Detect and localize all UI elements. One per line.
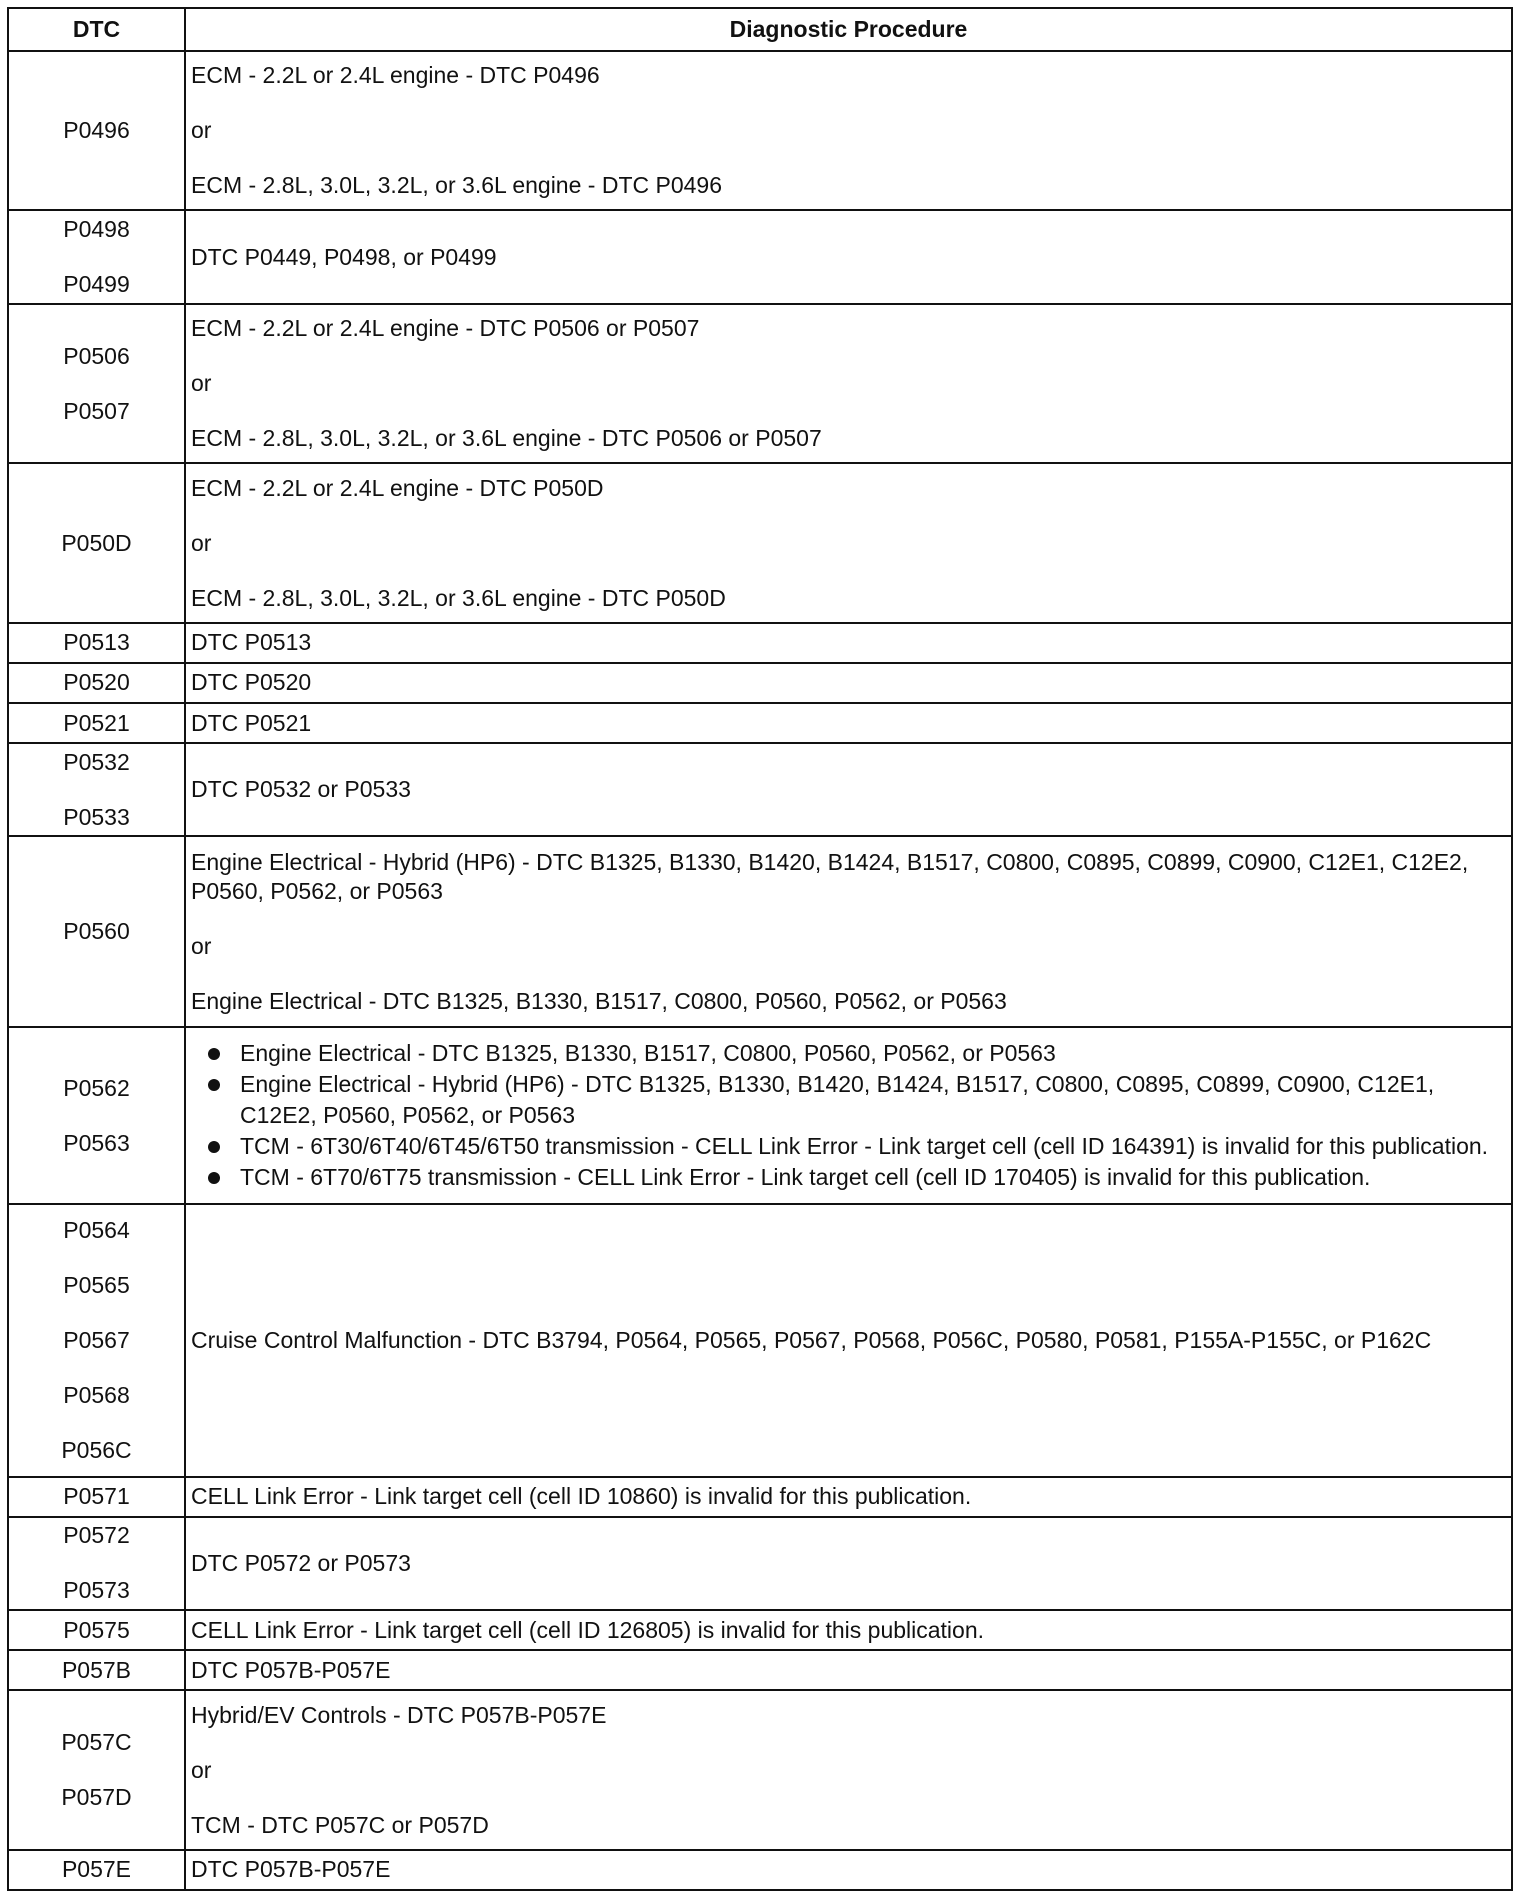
dtc-code: P0513 <box>63 629 130 656</box>
procedure-column-header: Diagnostic Procedure <box>185 8 1512 51</box>
dtc-code: P0567 <box>63 1326 130 1353</box>
procedure-or: or <box>191 1756 212 1783</box>
procedure-cell <box>185 1477 1512 1517</box>
table-row <box>8 836 1512 1027</box>
dtc-code: P050D <box>61 529 132 556</box>
dtc-cell <box>8 743 185 836</box>
procedure-link[interactable]: DTC P0572 or P0573 <box>191 1549 411 1576</box>
dtc-cell <box>8 1204 185 1476</box>
dtc-cell <box>8 210 185 303</box>
procedure-text: TCM - 6T70/6T75 transmission - CELL Link Error - Link target cell (cell ID 170405) is invalid for this publication. <box>240 1164 1371 1191</box>
dtc-cell <box>8 463 185 622</box>
procedure-link[interactable]: Cruise Control Malfunction - DTC B3794, P0564, P0565, P0567, P0568, P056C, P0580, P0581, P155A-P155C, or P162C <box>191 1326 1432 1353</box>
bullet-icon <box>208 1141 220 1153</box>
procedure-link[interactable]: Engine Electrical - Hybrid (HP6) - DTC B1325, B1330, B1420, B1424, B1517, C0800, C0895, C0899, C0900, C12E1, C12E2, P0560, P0562, or P0563 <box>240 1071 1435 1129</box>
bullet-item <box>191 1038 1503 1069</box>
table-row <box>8 1610 1512 1650</box>
dtc-code: P057B <box>61 1656 132 1683</box>
dtc-code: P0564 <box>63 1216 130 1243</box>
dtc-cell <box>8 836 185 1027</box>
dtc-code: P0560 <box>63 918 130 945</box>
table-row <box>8 623 1512 663</box>
dtc-cell <box>8 703 185 743</box>
procedure-link[interactable]: ECM - 2.8L, 3.0L, 3.2L, or 3.6L engine - DTC P050D <box>191 584 726 611</box>
dtc-code: P0506 <box>63 342 130 369</box>
table-row <box>8 210 1512 303</box>
dtc-cell <box>8 1610 185 1650</box>
dtc-cell <box>8 1477 185 1517</box>
procedure-text: TCM - 6T30/6T40/6T45/6T50 transmission - CELL Link Error - Link target cell (cell ID 164391) is invalid for this publication. <box>240 1133 1489 1160</box>
procedure-or: or <box>191 932 212 959</box>
procedure-link[interactable]: ECM - 2.2L or 2.4L engine - DTC P0496 <box>191 62 600 89</box>
table-row <box>8 663 1512 703</box>
dtc-table <box>7 7 1513 1891</box>
bullet-item <box>191 1069 1503 1131</box>
procedure-cell <box>185 1850 1512 1890</box>
procedure-cell <box>185 703 1512 743</box>
dtc-code: P0571 <box>63 1483 130 1510</box>
bullet-item <box>191 1162 1503 1193</box>
bullet-item <box>191 1131 1503 1162</box>
dtc-code: P0520 <box>63 669 130 696</box>
table-row <box>8 1027 1512 1204</box>
procedure-cell <box>185 743 1512 836</box>
procedure-or: or <box>191 117 212 144</box>
procedure-cell <box>185 1650 1512 1690</box>
procedure-link[interactable]: DTC P057B-P057E <box>191 1656 391 1683</box>
table-row <box>8 743 1512 836</box>
dtc-cell <box>8 623 185 663</box>
procedure-link[interactable]: DTC P0520 <box>191 669 312 696</box>
procedure-cell <box>185 463 1512 622</box>
table-row <box>8 703 1512 743</box>
dtc-code: P0533 <box>63 803 130 830</box>
dtc-code: P0568 <box>63 1381 130 1408</box>
dtc-code: P057D <box>61 1784 132 1811</box>
procedure-link[interactable]: TCM - DTC P057C or P057D <box>191 1811 489 1838</box>
table-row <box>8 1850 1512 1890</box>
dtc-cell <box>8 663 185 703</box>
procedure-cell <box>185 51 1512 210</box>
procedure-link[interactable]: Engine Electrical - DTC B1325, B1330, B1517, C0800, P0560, P0562, or P0563 <box>191 987 1007 1014</box>
table-row <box>8 1690 1512 1849</box>
dtc-code: P0573 <box>63 1577 130 1604</box>
dtc-cell <box>8 1517 185 1610</box>
table-header-row <box>8 8 1512 51</box>
procedure-or: or <box>191 529 212 556</box>
procedure-text: CELL Link Error - Link target cell (cell ID 10860) is invalid for this publication. <box>191 1483 972 1510</box>
procedure-cell <box>185 1610 1512 1650</box>
procedure-text: CELL Link Error - Link target cell (cell ID 126805) is invalid for this publication. <box>191 1616 985 1643</box>
procedure-link[interactable]: DTC P0521 <box>191 709 312 736</box>
dtc-code: P0572 <box>63 1522 130 1549</box>
procedure-link[interactable]: DTC P0532 or P0533 <box>191 776 411 803</box>
dtc-cell <box>8 1027 185 1204</box>
table-row <box>8 1517 1512 1610</box>
dtc-code: P0521 <box>63 709 130 736</box>
procedure-link[interactable]: DTC P0513 <box>191 629 312 656</box>
procedure-cell <box>185 1027 1512 1204</box>
dtc-code: P0507 <box>63 397 130 424</box>
procedure-cell <box>185 836 1512 1027</box>
dtc-cell <box>8 1650 185 1690</box>
procedure-link[interactable]: ECM - 2.8L, 3.0L, 3.2L, or 3.6L engine - DTC P0506 or P0507 <box>191 425 822 452</box>
procedure-link[interactable]: Engine Electrical - DTC B1325, B1330, B1517, C0800, P0560, P0562, or P0563 <box>240 1040 1056 1067</box>
procedure-link[interactable]: DTC P0449, P0498, or P0499 <box>191 243 497 270</box>
dtc-code: P0532 <box>63 748 130 775</box>
dtc-column-header: DTC <box>8 8 185 51</box>
table-row <box>8 1204 1512 1476</box>
procedure-bullet-list <box>191 1038 1503 1193</box>
dtc-cell <box>8 1850 185 1890</box>
table-row <box>8 51 1512 210</box>
procedure-cell <box>185 210 1512 303</box>
table-row <box>8 463 1512 622</box>
procedure-cell <box>185 1517 1512 1610</box>
dtc-code: P057E <box>61 1856 132 1883</box>
procedure-cell <box>185 1690 1512 1849</box>
procedure-link[interactable]: ECM - 2.2L or 2.4L engine - DTC P0506 or P0507 <box>191 315 700 342</box>
dtc-code: P0496 <box>63 117 130 144</box>
bullet-icon <box>208 1079 220 1091</box>
procedure-cell <box>185 623 1512 663</box>
dtc-cell <box>8 51 185 210</box>
table-row <box>8 1650 1512 1690</box>
procedure-or: or <box>191 370 212 397</box>
procedure-link[interactable]: Hybrid/EV Controls - DTC P057B-P057E <box>191 1701 607 1728</box>
procedure-cell <box>185 663 1512 703</box>
bullet-icon <box>208 1048 220 1060</box>
procedure-link[interactable]: Engine Electrical - Hybrid (HP6) - DTC B1325, B1330, B1420, B1424, B1517, C0800, C0895, C0899, C0900, C12E1, C12E2, P0560, P0562, or P0563 <box>191 848 1469 904</box>
dtc-code: P0563 <box>63 1129 130 1156</box>
procedure-link[interactable]: DTC P057B-P057E <box>191 1856 391 1883</box>
dtc-code: P0498 <box>63 216 130 243</box>
dtc-code: P0565 <box>63 1271 130 1298</box>
dtc-cell <box>8 304 185 463</box>
bullet-icon <box>208 1172 220 1184</box>
dtc-code: P0562 <box>63 1074 130 1101</box>
table-row <box>8 1477 1512 1517</box>
procedure-link[interactable]: ECM - 2.2L or 2.4L engine - DTC P050D <box>191 474 604 501</box>
procedure-link[interactable]: ECM - 2.8L, 3.0L, 3.2L, or 3.6L engine - DTC P0496 <box>191 172 722 199</box>
procedure-cell <box>185 1204 1512 1476</box>
dtc-cell <box>8 1690 185 1849</box>
dtc-code: P0575 <box>63 1616 130 1643</box>
dtc-code: P057C <box>61 1729 132 1756</box>
dtc-code: P0499 <box>63 271 130 298</box>
dtc-code: P056C <box>61 1436 132 1463</box>
table-row <box>8 304 1512 463</box>
procedure-cell <box>185 304 1512 463</box>
